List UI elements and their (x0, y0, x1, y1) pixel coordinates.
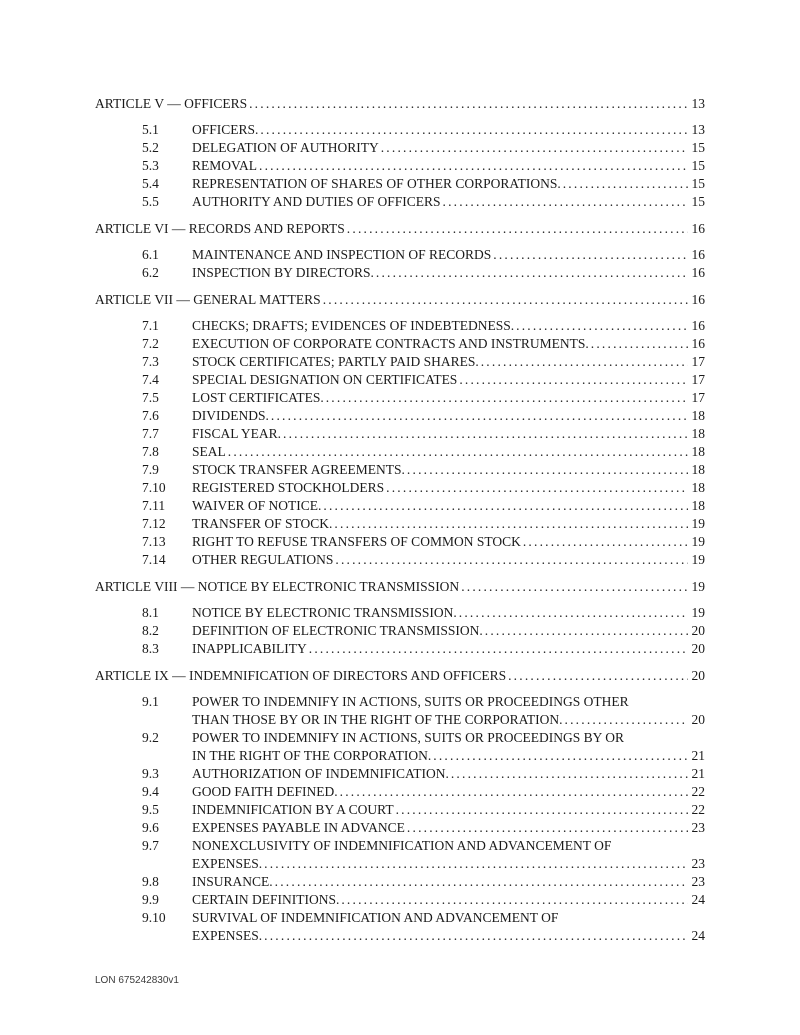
toc-article-entry (95, 578, 705, 596)
entry-title-line: SPECIAL DESIGNATION ON CERTIFICATES (192, 372, 458, 387)
entry-last-line (192, 604, 705, 622)
entry-last-line (192, 121, 705, 139)
dot-leader (591, 335, 688, 353)
page-number: 19 (691, 605, 705, 620)
entry-title-line: STOCK CERTIFICATES; PARTLY PAID SHARES. (192, 354, 479, 369)
entry-title-line: NOTICE BY ELECTRONIC TRANSMISSION. (192, 605, 457, 620)
entry-last-line (192, 873, 705, 891)
section-number: 9.10 (142, 910, 166, 925)
page-number: 23 (691, 874, 705, 889)
dot-leader (259, 157, 687, 175)
page-number: 22 (691, 802, 705, 817)
section-number: 7.1 (142, 318, 159, 333)
entry-last-line (192, 855, 705, 873)
section-number: 6.2 (142, 265, 159, 280)
section-number: 7.3 (142, 354, 159, 369)
entry-title-line: MAINTENANCE AND INSPECTION OF RECORDS (192, 247, 492, 262)
page-number: 23 (691, 856, 705, 871)
entry-body (192, 193, 705, 211)
toc-section-entry (95, 335, 705, 353)
page-number: 20 (691, 668, 705, 683)
page-number: 20 (691, 712, 705, 727)
entry-last-line (192, 927, 705, 945)
page-number: 21 (691, 748, 705, 763)
entry-title-line: REPRESENTATION OF SHARES OF OTHER CORPORATIONS. (192, 176, 561, 191)
entry-title-line: CERTAIN DEFINITIONS. (192, 892, 340, 907)
toc-section-entry (95, 407, 705, 425)
dot-leader (228, 443, 688, 461)
entry-body (192, 837, 705, 873)
entry-body (192, 479, 705, 497)
entry-last-line (192, 515, 705, 533)
entry-title-line: EXPENSES. (192, 856, 263, 871)
page-number: 21 (691, 766, 705, 781)
dot-leader (396, 801, 688, 819)
entry-last-line (192, 246, 705, 264)
dot-leader (326, 389, 688, 407)
dot-leader (485, 622, 688, 640)
toc-section-entry (95, 175, 705, 193)
entry-title-line: LOST CERTIFICATES. (192, 390, 324, 405)
entry-body (192, 604, 705, 622)
entry-last-line (192, 479, 705, 497)
toc-section-entry (95, 371, 705, 389)
entry-last-line (192, 317, 705, 335)
entry-title-line: AUTHORITY AND DUTIES OF OFFICERS (192, 194, 441, 209)
toc-section-entry (95, 461, 705, 479)
entry-title-line: AUTHORIZATION OF INDEMNIFICATION. (192, 766, 449, 781)
entry-last-line (192, 193, 705, 211)
entry-last-line (192, 622, 705, 640)
page-number: 18 (691, 480, 705, 495)
section-number: 5.4 (142, 176, 159, 191)
entry-body (192, 783, 705, 801)
dot-leader (386, 479, 687, 497)
page-number: 17 (691, 372, 705, 387)
page-number: 18 (691, 444, 705, 459)
entry-last-line (192, 264, 705, 282)
toc-section-entry (95, 909, 705, 945)
entry-last-line (192, 819, 705, 837)
section-number: 8.3 (142, 641, 159, 656)
entry-title-line: INSPECTION BY DIRECTORS. (192, 265, 374, 280)
entry-title-line: RIGHT TO REFUSE TRANSFERS OF COMMON STOCK (192, 534, 521, 549)
section-number: 7.4 (142, 372, 159, 387)
dot-leader (335, 551, 687, 569)
entry-last-line (192, 425, 705, 443)
toc-section-entry (95, 515, 705, 533)
entry-title-line: POWER TO INDEMNIFY IN ACTIONS, SUITS OR PROCEEDINGS OTHER (192, 694, 629, 709)
entry-last-line (192, 533, 705, 551)
section-number: 9.9 (142, 892, 159, 907)
section-number: 9.8 (142, 874, 159, 889)
section-number: 9.5 (142, 802, 159, 817)
entry-body (95, 578, 705, 596)
toc-section-entry (95, 443, 705, 461)
entry-body (192, 891, 705, 909)
entry-title-line: REMOVAL (192, 158, 258, 173)
page-number: 24 (691, 928, 705, 943)
toc-section-entry (95, 389, 705, 407)
entry-title-line: STOCK TRANSFER AGREEMENTS. (192, 462, 405, 477)
entry-last-line (192, 747, 705, 765)
dot-leader (341, 891, 687, 909)
entry-body (192, 425, 705, 443)
dot-leader (433, 747, 687, 765)
entry-title-line: EXPENSES. (192, 928, 263, 943)
entry-title-line: ARTICLE VII — GENERAL MATTERS (95, 292, 321, 307)
toc-section-entry (95, 317, 705, 335)
entry-body (192, 497, 705, 515)
entry-body (192, 371, 705, 389)
entry-title-line: GOOD FAITH DEFINED. (192, 784, 338, 799)
section-number: 7.10 (142, 480, 166, 495)
toc-section-entry (95, 873, 705, 891)
page-number: 15 (691, 140, 705, 155)
entry-last-line (192, 443, 705, 461)
toc-section-entry (95, 139, 705, 157)
entry-title-line: SURVIVAL OF INDEMNIFICATION AND ADVANCEMENT OF (192, 910, 559, 925)
entry-last-line (192, 335, 705, 353)
entry-last-line (95, 95, 705, 113)
entry-title-line: WAIVER OF NOTICE. (192, 498, 322, 513)
entry-body (95, 667, 705, 685)
section-number: 7.8 (142, 444, 159, 459)
section-number: 7.11 (142, 498, 166, 513)
page-number: 16 (691, 247, 705, 262)
dot-leader (563, 175, 688, 193)
entry-body (192, 335, 705, 353)
dot-leader (323, 291, 688, 309)
entry-body (95, 291, 705, 309)
toc-section-entry (95, 783, 705, 801)
entry-last-line (95, 578, 705, 596)
dot-leader (459, 371, 687, 389)
page-number: 20 (691, 641, 705, 656)
entry-body (192, 264, 705, 282)
section-number: 7.6 (142, 408, 159, 423)
entry-body (192, 551, 705, 569)
document-id-footer: LON 675242830v1 (95, 975, 179, 986)
entry-last-line (192, 407, 705, 425)
toc-section-entry (95, 819, 705, 837)
page-number: 16 (691, 221, 705, 236)
section-number: 7.2 (142, 336, 159, 351)
dot-leader (443, 193, 688, 211)
dot-leader (516, 317, 687, 335)
page-number: 18 (691, 408, 705, 423)
toc-section-entry (95, 891, 705, 909)
entry-body (192, 139, 705, 157)
toc-section-entry (95, 425, 705, 443)
dot-leader (275, 873, 688, 891)
entry-last-line (192, 711, 705, 729)
dot-leader (309, 640, 688, 658)
entry-last-line (192, 139, 705, 157)
entry-title-line: EXPENSES PAYABLE IN ADVANCE (192, 820, 405, 835)
page-number: 18 (691, 426, 705, 441)
page-number: 18 (691, 462, 705, 477)
page-number: 19 (691, 516, 705, 531)
section-number: 7.5 (142, 390, 159, 405)
section-number: 8.2 (142, 623, 159, 638)
entry-title-line: SEAL (192, 444, 226, 459)
entry-last-line (192, 551, 705, 569)
dot-leader (264, 927, 687, 945)
section-number: 7.14 (142, 552, 166, 567)
page-number: 16 (691, 336, 705, 351)
toc-section-entry (95, 837, 705, 873)
entry-body (192, 121, 705, 139)
dot-leader (381, 139, 688, 157)
entry-title-line: FISCAL YEAR. (192, 426, 282, 441)
section-number: 5.5 (142, 194, 159, 209)
entry-body (192, 873, 705, 891)
dot-leader (264, 855, 687, 873)
entry-body (192, 909, 705, 945)
dot-leader (376, 264, 688, 282)
toc-article-entry (95, 95, 705, 113)
dot-leader (565, 711, 688, 729)
entry-title-line: NONEXCLUSIVITY OF INDEMNIFICATION AND ADVANCEMENT OF (192, 838, 612, 853)
page-number: 16 (691, 265, 705, 280)
entry-last-line (192, 461, 705, 479)
section-number: 8.1 (142, 605, 159, 620)
dot-leader (407, 461, 688, 479)
entry-title-line: ARTICLE V — OFFICERS (95, 96, 248, 111)
entry-body (95, 220, 705, 238)
entry-body (192, 622, 705, 640)
entry-last-line (192, 157, 705, 175)
page-number: 24 (691, 892, 705, 907)
entry-body (192, 819, 705, 837)
entry-body (192, 729, 705, 765)
page-number: 18 (691, 498, 705, 513)
page-number: 20 (691, 623, 705, 638)
page-number: 13 (691, 122, 705, 137)
entry-title-line: POWER TO INDEMNIFY IN ACTIONS, SUITS OR PROCEEDINGS BY OR (192, 730, 625, 745)
page-number: 13 (691, 96, 705, 111)
dot-leader (340, 783, 688, 801)
entry-body (192, 765, 705, 783)
page-number: 17 (691, 354, 705, 369)
toc-section-entry (95, 264, 705, 282)
entry-body (192, 640, 705, 658)
section-number: 7.9 (142, 462, 159, 477)
page-number: 15 (691, 176, 705, 191)
entry-body (95, 95, 705, 113)
page-number: 19 (691, 579, 705, 594)
dot-leader (249, 95, 687, 113)
entry-body (192, 407, 705, 425)
entry-title-line: REGISTERED STOCKHOLDERS (192, 480, 385, 495)
page-number: 17 (691, 390, 705, 405)
page-number: 15 (691, 194, 705, 209)
entry-body (192, 317, 705, 335)
entry-title-line: IN THE RIGHT OF THE CORPORATION. (192, 748, 432, 763)
entry-title-line: OFFICERS. (192, 122, 259, 137)
entry-title-line: CHECKS; DRAFTS; EVIDENCES OF INDEBTEDNESS. (192, 318, 515, 333)
entry-last-line (192, 389, 705, 407)
toc-section-entry (95, 604, 705, 622)
entry-title-line: ARTICLE IX — INDEMNIFICATION OF DIRECTORS AND OFFICERS (95, 668, 507, 683)
page-number: 16 (691, 292, 705, 307)
toc-section-entry (95, 121, 705, 139)
entry-last-line (192, 371, 705, 389)
toc-section-entry (95, 765, 705, 783)
entry-last-line (192, 765, 705, 783)
section-number: 5.1 (142, 122, 159, 137)
dot-leader (461, 578, 687, 596)
entry-body (192, 801, 705, 819)
entry-last-line (95, 220, 705, 238)
entry-body (192, 515, 705, 533)
entry-body (192, 353, 705, 371)
section-number: 5.3 (142, 158, 159, 173)
section-number: 5.2 (142, 140, 159, 155)
dot-leader (508, 667, 687, 685)
entry-body (192, 461, 705, 479)
toc-section-entry (95, 551, 705, 569)
toc-section-entry (95, 353, 705, 371)
page-number: 15 (691, 158, 705, 173)
entry-title-line: ARTICLE VIII — NOTICE BY ELECTRONIC TRANSMISSION (95, 579, 460, 594)
toc-section-entry (95, 729, 705, 765)
dot-leader (523, 533, 688, 551)
entry-title-line: EXECUTION OF CORPORATE CONTRACTS AND INSTRUMENTS. (192, 336, 589, 351)
dot-leader (271, 407, 688, 425)
dot-leader (347, 220, 688, 238)
entry-body (192, 693, 705, 729)
page-number: 19 (691, 534, 705, 549)
entry-last-line (192, 891, 705, 909)
entry-last-line (192, 353, 705, 371)
section-number: 7.13 (142, 534, 166, 549)
entry-last-line (192, 497, 705, 515)
entry-body (192, 246, 705, 264)
entry-last-line (95, 291, 705, 309)
entry-title-line: OTHER REGULATIONS (192, 552, 334, 567)
entry-body (192, 533, 705, 551)
dot-leader (493, 246, 687, 264)
dot-leader (451, 765, 688, 783)
toc-section-entry (95, 622, 705, 640)
section-number: 9.1 (142, 694, 159, 709)
toc-section-entry (95, 801, 705, 819)
section-number: 9.7 (142, 838, 159, 853)
dot-leader (283, 425, 687, 443)
entry-body (192, 157, 705, 175)
dot-leader (459, 604, 688, 622)
toc-section-entry (95, 157, 705, 175)
dot-leader (407, 819, 688, 837)
entry-title-line: INSURANCE. (192, 874, 273, 889)
toc-article-entry (95, 291, 705, 309)
toc-section-entry (95, 497, 705, 515)
entry-last-line (192, 640, 705, 658)
entry-body (192, 175, 705, 193)
toc-section-entry (95, 479, 705, 497)
entry-title-line: TRANSFER OF STOCK. (192, 516, 333, 531)
entry-title-line: ARTICLE VI — RECORDS AND REPORTS (95, 221, 345, 236)
dot-leader (334, 515, 687, 533)
entry-last-line (192, 801, 705, 819)
page-number: 19 (691, 552, 705, 567)
section-number: 9.3 (142, 766, 159, 781)
dot-leader (323, 497, 687, 515)
dot-leader (260, 121, 687, 139)
section-number: 9.6 (142, 820, 159, 835)
entry-title-line: DIVIDENDS. (192, 408, 269, 423)
toc-article-entry (95, 220, 705, 238)
entry-body (192, 443, 705, 461)
page-number: 22 (691, 784, 705, 799)
page-number: 16 (691, 318, 705, 333)
toc-article-entry (95, 667, 705, 685)
section-number: 9.2 (142, 730, 159, 745)
entry-title-line: DEFINITION OF ELECTRONIC TRANSMISSION. (192, 623, 483, 638)
toc-section-entry (95, 640, 705, 658)
entry-last-line (192, 783, 705, 801)
toc-section-entry (95, 533, 705, 551)
section-number: 9.4 (142, 784, 159, 799)
section-number: 7.7 (142, 426, 159, 441)
entry-title-line: INAPPLICABILITY (192, 641, 307, 656)
entry-title-line: DELEGATION OF AUTHORITY (192, 140, 379, 155)
section-number: 7.12 (142, 516, 166, 531)
toc-section-entry (95, 246, 705, 264)
entry-body (192, 389, 705, 407)
entry-title-line: INDEMNIFICATION BY A COURT (192, 802, 394, 817)
toc-section-entry (95, 193, 705, 211)
dot-leader (481, 353, 688, 371)
entry-last-line (192, 175, 705, 193)
entry-title-line: THAN THOSE BY OR IN THE RIGHT OF THE CORPORATION. (192, 712, 563, 727)
entry-last-line (95, 667, 705, 685)
section-number: 6.1 (142, 247, 159, 262)
toc-section-entry (95, 693, 705, 729)
table-of-contents (95, 86, 705, 945)
page-number: 23 (691, 820, 705, 835)
